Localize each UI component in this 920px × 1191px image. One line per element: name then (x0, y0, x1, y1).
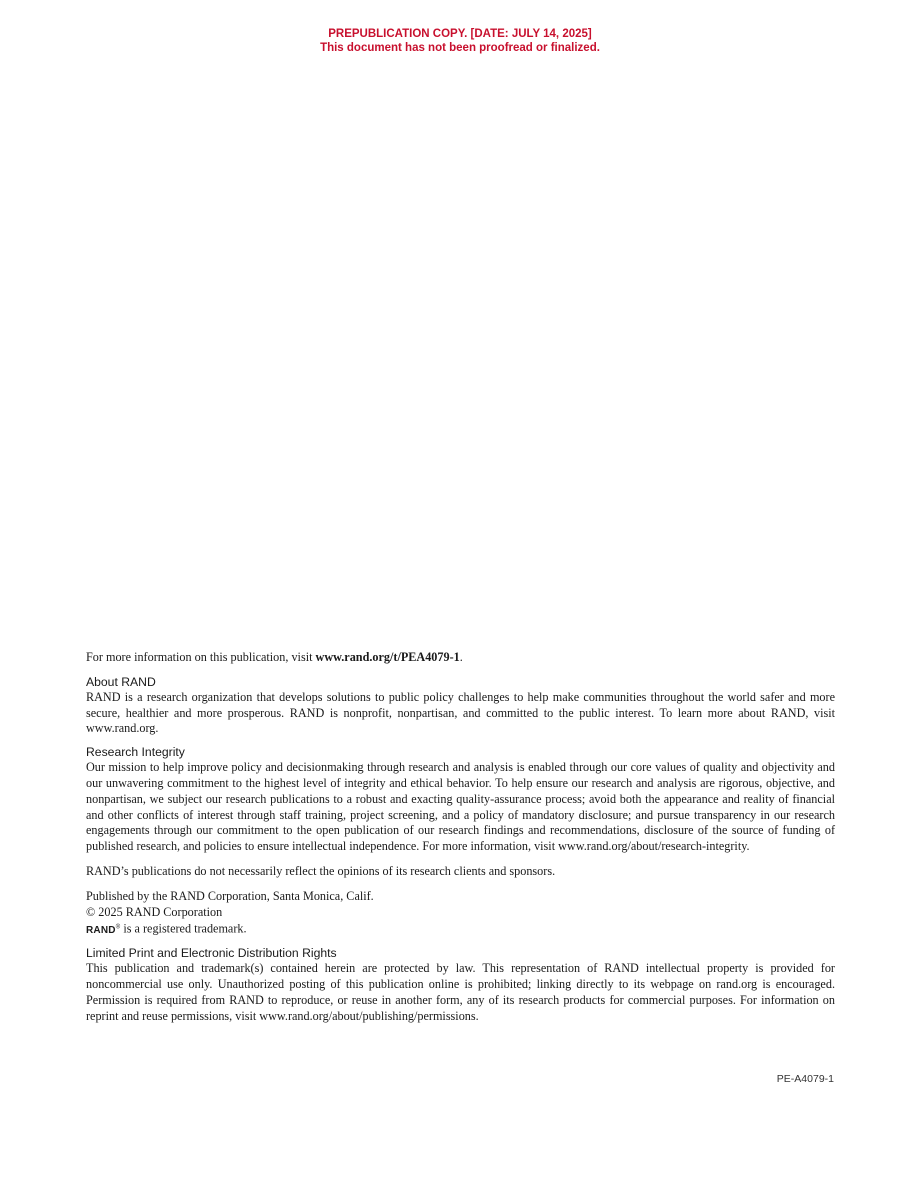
about-rand-body: RAND is a research organization that develops solutions to public policy challenges to help make communities throughout the world safer and more secure, healthier and more prosperous. RAND is nonprofit, nonpartisan, and committed to the public interest. To learn more about RAND, visit www.rand.org. (86, 689, 835, 736)
more-info-prefix: For more information on this publication, visit (86, 650, 316, 664)
research-integrity-body: Our mission to help improve policy and decisionmaking through research and analysis is enabled through our core values of quality and objectivity and our unwavering commitment to the highest level of integrity and ethical behavior. To help ensure our research and analysis are rigorous, objective, and nonpartisan, we subject our research publications to a robust and exacting quality-assurance process; avoid both the appearance and reality of financial and other conflicts of interest through staff training, project screening, and a policy of mandatory disclosure; and pursue transparency in our research engagements through our commitment to the open publication of our research findings and recommendations, disclosure of the source of funding of published research, and policies to ensure intellectual independence. For more information, visit www.rand.org/about/research-integrity. (86, 760, 835, 854)
more-info-suffix: . (459, 650, 463, 664)
about-rand-heading: About RAND (86, 674, 156, 689)
rand-wordmark-text: RAND (86, 924, 116, 936)
banner-date-line: PREPUBLICATION COPY. [DATE: JULY 14, 2025] (328, 28, 592, 40)
banner-notice-line: This document has not been proofread or finalized. (320, 42, 600, 54)
distribution-rights-heading: Limited Print and Electronic Distribution Rights (86, 946, 337, 961)
trademark-line (86, 920, 835, 938)
publication-url: www.rand.org/t/PEA4079-1 (315, 650, 460, 664)
research-integrity-heading: Research Integrity (86, 745, 185, 760)
distribution-rights-body: This publication and trademark(s) contained herein are protected by law. This representation of RAND intellectual property is provided for noncommercial use only. Unauthorized posting of this publication online is prohibited; linking directly to its webpage on rand.org is encouraged. Permission is required from RAND to reproduce, or reuse in another form, any of its research products for commercial purposes. For information on reprint and reuse permissions, visit www.rand.org/about/publishing/permissions. (86, 961, 835, 1023)
document-number: PE-A4079-1 (776, 1073, 834, 1085)
publisher-line: Published by the RAND Corporation, Santa Monica, Calif. (86, 888, 374, 903)
publisher-block (86, 889, 835, 939)
prepublication-banner (0, 27, 920, 55)
copyright-page-content (86, 650, 835, 1025)
registered-symbol: ® (115, 924, 121, 931)
trademark-suffix: is a registered trademark. (120, 921, 247, 936)
rand-wordmark (86, 925, 120, 936)
disclaimer-text: RAND’s publications do not necessarily reflect the opinions of its research clients and sponsors. (86, 863, 556, 878)
copyright-line: © 2025 RAND Corporation (86, 904, 223, 919)
more-info-line (86, 650, 835, 666)
